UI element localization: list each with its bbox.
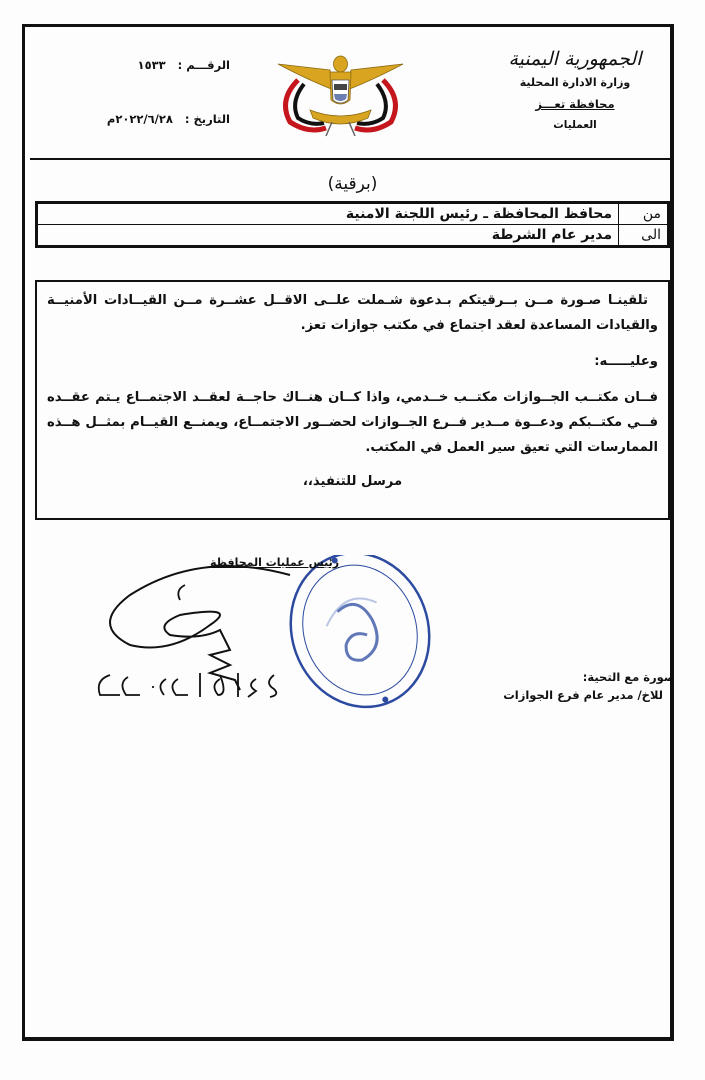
signature-stamp-graphic bbox=[60, 555, 480, 715]
reference-date bbox=[80, 112, 230, 126]
reference-number-label: الرقـــم : bbox=[177, 58, 230, 72]
document-type: (برقية) bbox=[327, 174, 378, 194]
letterhead bbox=[495, 48, 655, 131]
yemen-emblem-icon bbox=[268, 50, 413, 140]
body-paragraph-2: وعليـــــه: bbox=[594, 354, 658, 369]
routing-row-to bbox=[37, 225, 669, 247]
body-paragraph-1: تلقينـا صـورة مــن بــرقيتكم بـدعوة شـملت علــى الاقــل عشــرة مــن القيــادات الأمنيــة والقيادات المساعدة لعقد اجتماع في مكتب جوازات تعز. bbox=[47, 293, 658, 333]
copy-to-label: صورة مع التحية: bbox=[582, 670, 675, 684]
body-closing: مرسل للتنفيذ،، bbox=[302, 474, 403, 489]
reference-date-label: التاريخ : bbox=[184, 112, 230, 126]
signatory-title: رئيس عمليات المحافظة bbox=[210, 556, 340, 569]
copy-to-block bbox=[503, 668, 675, 704]
body-paragraph-3: فــان مكتــب الجــوازات مكتــب خــدمي، واذا كــان هنــاك حاجــة لعقــد الاجتمــاع يـتم عقــده فــي مكتــبكم ودعــوة مــدير فــرع الجــوازات لحضــور الاجتمــاع، ويمنــع القيــام بمثــل هــذه الممارسات التي تعيق سير العمل في المكتب. bbox=[47, 390, 658, 455]
routing-key: من bbox=[619, 203, 669, 225]
copy-to-recipient: للاخ/ مدير عام فرع الجوازات bbox=[503, 688, 663, 702]
routing-value: محافظ المحافظة ـ رئيس اللجنة الامنية bbox=[37, 203, 619, 225]
reference-date-value: ٢٠٢٢/٦/٢٨م bbox=[106, 112, 173, 126]
official-stamp-icon bbox=[269, 555, 450, 715]
reference-number bbox=[80, 58, 230, 72]
routing-key: الى bbox=[619, 225, 669, 247]
reference-number-value: ١٥٣٣ bbox=[137, 58, 166, 72]
header-divider bbox=[30, 158, 670, 160]
governorate-name: محافظة تعـــز bbox=[535, 97, 615, 111]
routing-table bbox=[35, 201, 670, 248]
routing-row-from bbox=[37, 203, 669, 225]
republic-name: الجمهورية اليمنية bbox=[508, 48, 642, 70]
routing-value: مدير عام الشرطة bbox=[37, 225, 619, 247]
reference-block bbox=[80, 58, 230, 166]
letter-body bbox=[35, 280, 670, 520]
ministry-name: وزارة الادارة المحلية bbox=[519, 76, 631, 89]
department-name: العمليات bbox=[553, 119, 597, 131]
